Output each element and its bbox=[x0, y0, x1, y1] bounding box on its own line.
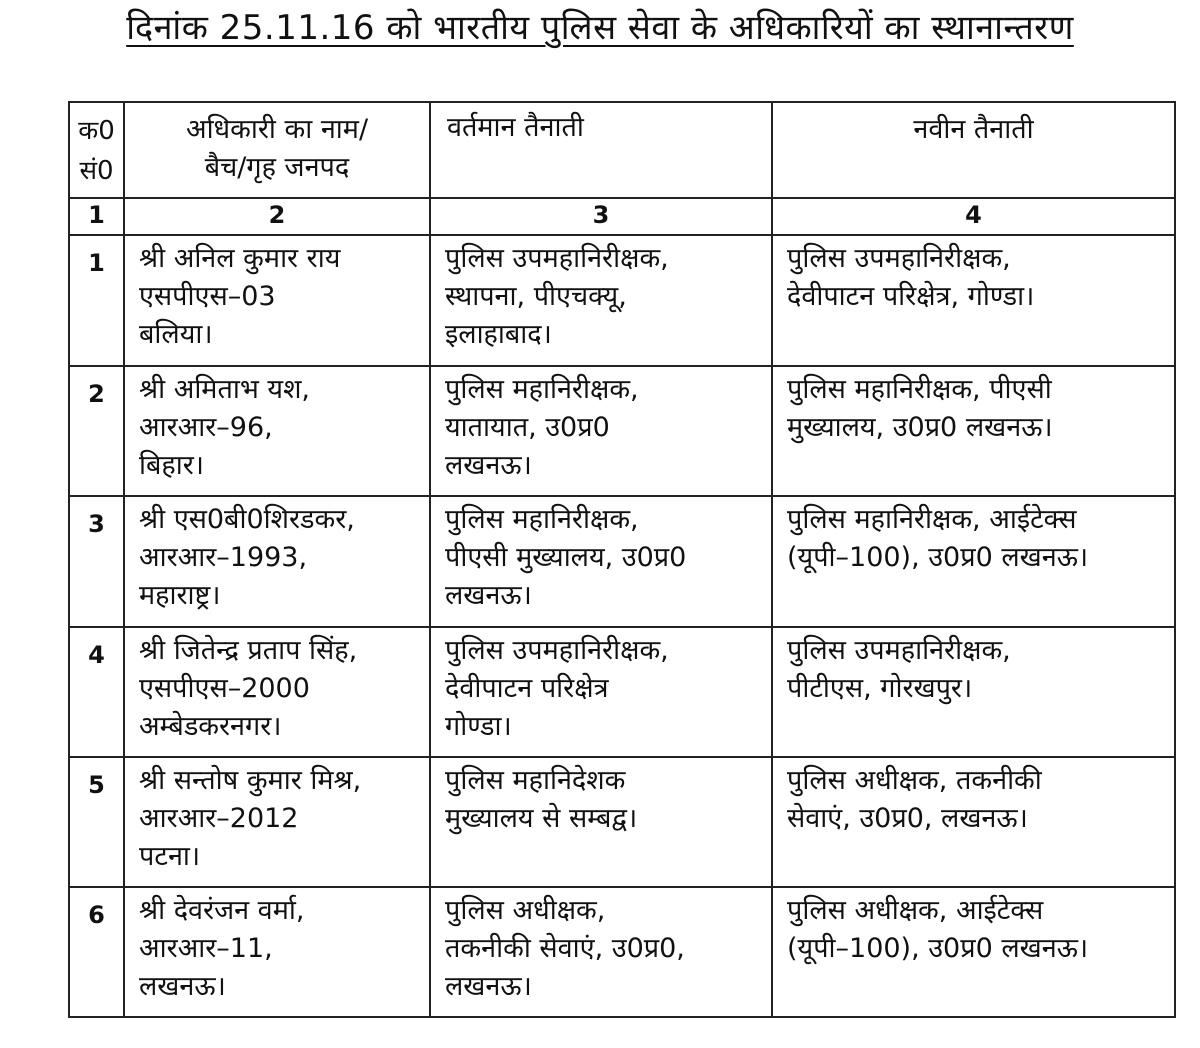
serial-number-cell: 6 bbox=[69, 887, 124, 1017]
document-title: दिनांक 25.11.16 को भारतीय पुलिस सेवा के अधिकारियों का स्थानान्तरण bbox=[126, 8, 1074, 48]
new-posting-line: मुख्यालय, उ0प्र0 लखनऊ। bbox=[787, 412, 1053, 443]
column-number: 1 bbox=[69, 198, 124, 235]
new-posting-line: पुलिस महानिरीक्षक, आईटेक्स bbox=[787, 504, 1077, 535]
new-posting-line: पुलिस अधीक्षक, आईटेक्स bbox=[787, 895, 1044, 926]
current-posting-line: पुलिस महानिरीक्षक, bbox=[445, 374, 639, 405]
current-posting-line: पुलिस अधीक्षक, bbox=[445, 895, 606, 926]
officer-line: बिहार। bbox=[139, 450, 205, 481]
table-row bbox=[69, 235, 1175, 366]
officer-line: आरआर–96, bbox=[139, 412, 273, 443]
new-posting-line: सेवाएं, उ0प्र0, लखनऊ। bbox=[787, 803, 1028, 834]
header-current-label: वर्तमान तैनाती bbox=[447, 112, 584, 143]
officer-line: श्री सन्तोष कुमार मिश्र, bbox=[139, 765, 362, 796]
current-posting-line: स्थापना, पीएचक्यू, bbox=[445, 281, 627, 312]
serial-number-cell: 5 bbox=[69, 757, 124, 887]
table-row bbox=[69, 887, 1175, 1017]
current-posting-line: देवीपाटन परिक्षेत्र bbox=[445, 673, 609, 704]
officer-line: महाराष्ट्र। bbox=[139, 580, 221, 611]
current-posting-cell bbox=[430, 887, 772, 1017]
column-number: 3 bbox=[430, 198, 772, 235]
officer-name-cell bbox=[124, 366, 430, 496]
officer-line: श्री देवरंजन वर्मा, bbox=[139, 895, 305, 926]
column-number: 2 bbox=[124, 198, 430, 235]
current-posting-cell bbox=[430, 627, 772, 757]
serial-number-cell: 2 bbox=[69, 366, 124, 496]
officer-line: आरआर–2012 bbox=[139, 803, 299, 834]
officer-name-cell bbox=[124, 757, 430, 887]
column-number: 4 bbox=[772, 198, 1175, 235]
new-posting-line: पुलिस अधीक्षक, तकनीकी bbox=[787, 765, 1042, 796]
current-posting-line: पीएसी मुख्यालय, उ0प्र0 bbox=[445, 542, 687, 573]
table-body bbox=[69, 235, 1175, 1017]
current-posting-line: यातायात, उ0प्र0 bbox=[445, 412, 610, 443]
new-posting-line: पुलिस उपमहानिरीक्षक, bbox=[787, 635, 1011, 666]
header-name-line-2: बैच/गृह जनपद bbox=[204, 152, 350, 183]
table-row bbox=[69, 757, 1175, 887]
officer-line: श्री जितेन्द्र प्रताप सिंह, bbox=[139, 635, 358, 666]
new-posting-cell bbox=[772, 235, 1175, 366]
new-posting-line: (यूपी–100), उ0प्र0 लखनऊ। bbox=[787, 933, 1089, 964]
header-serial-line-1: क0 bbox=[78, 116, 115, 146]
new-posting-cell bbox=[772, 757, 1175, 887]
officer-line: बलिया। bbox=[139, 319, 213, 350]
new-posting-cell bbox=[772, 627, 1175, 757]
new-posting-cell bbox=[772, 366, 1175, 496]
officer-name-cell bbox=[124, 627, 430, 757]
current-posting-line: पुलिस महानिदेशक bbox=[445, 765, 626, 796]
new-posting-line: पुलिस उपमहानिरीक्षक, bbox=[787, 243, 1011, 274]
officer-name-cell bbox=[124, 496, 430, 627]
table-row bbox=[69, 496, 1175, 627]
officer-line: श्री एस0बी0शिरडकर, bbox=[139, 504, 355, 535]
header-serial-number bbox=[69, 102, 124, 198]
current-posting-cell bbox=[430, 235, 772, 366]
officer-name-cell bbox=[124, 235, 430, 366]
table-row bbox=[69, 366, 1175, 496]
new-posting-line: पीटीएस, गोरखपुर। bbox=[787, 673, 973, 704]
serial-number-cell: 3 bbox=[69, 496, 124, 627]
header-new-posting bbox=[772, 102, 1175, 198]
current-posting-line: गोण्डा। bbox=[445, 711, 512, 742]
header-serial-line-2: सं0 bbox=[79, 156, 114, 186]
officer-line: आरआर–1993, bbox=[139, 542, 308, 573]
serial-number-cell: 1 bbox=[69, 235, 124, 366]
header-name-line-1: अधिकारी का नाम/ bbox=[185, 114, 369, 145]
officer-line: श्री अनिल कुमार राय bbox=[139, 243, 341, 274]
new-posting-line: देवीपाटन परिक्षेत्र, गोण्डा। bbox=[787, 281, 1035, 312]
new-posting-cell bbox=[772, 496, 1175, 627]
new-posting-line: पुलिस महानिरीक्षक, पीएसी bbox=[787, 374, 1052, 405]
current-posting-line: लखनऊ। bbox=[445, 971, 532, 1002]
officer-line: श्री अमिताभ यश, bbox=[139, 374, 311, 405]
current-posting-line: लखनऊ। bbox=[445, 450, 532, 481]
new-posting-line: (यूपी–100), उ0प्र0 लखनऊ। bbox=[787, 542, 1089, 573]
header-row bbox=[69, 102, 1175, 198]
column-number-row bbox=[69, 198, 1175, 235]
header-new-label: नवीन तैनाती bbox=[913, 114, 1034, 145]
new-posting-cell bbox=[772, 887, 1175, 1017]
officer-line: आरआर–11, bbox=[139, 933, 273, 964]
header-current-posting bbox=[430, 102, 772, 198]
officer-line: अम्बेडकरनगर। bbox=[139, 711, 282, 742]
current-posting-cell bbox=[430, 757, 772, 887]
current-posting-line: पुलिस महानिरीक्षक, bbox=[445, 504, 639, 535]
header-officer-name bbox=[124, 102, 430, 198]
current-posting-line: पुलिस उपमहानिरीक्षक, bbox=[445, 243, 669, 274]
officer-line: लखनऊ। bbox=[139, 971, 226, 1002]
officer-name-cell bbox=[124, 887, 430, 1017]
current-posting-cell bbox=[430, 366, 772, 496]
current-posting-line: मुख्यालय से सम्बद्व। bbox=[445, 803, 638, 834]
current-posting-line: लखनऊ। bbox=[445, 580, 532, 611]
current-posting-line: पुलिस उपमहानिरीक्षक, bbox=[445, 635, 669, 666]
serial-number-cell: 4 bbox=[69, 627, 124, 757]
officer-line: एसपीएस–2000 bbox=[139, 673, 310, 704]
officer-line: एसपीएस–03 bbox=[139, 281, 276, 312]
table-row bbox=[69, 627, 1175, 757]
officer-line: पटना। bbox=[139, 841, 201, 872]
transfer-table bbox=[68, 101, 1176, 1018]
current-posting-cell bbox=[430, 496, 772, 627]
current-posting-line: इलाहाबाद। bbox=[445, 319, 552, 350]
current-posting-line: तकनीकी सेवाएं, उ0प्र0, bbox=[445, 933, 685, 964]
